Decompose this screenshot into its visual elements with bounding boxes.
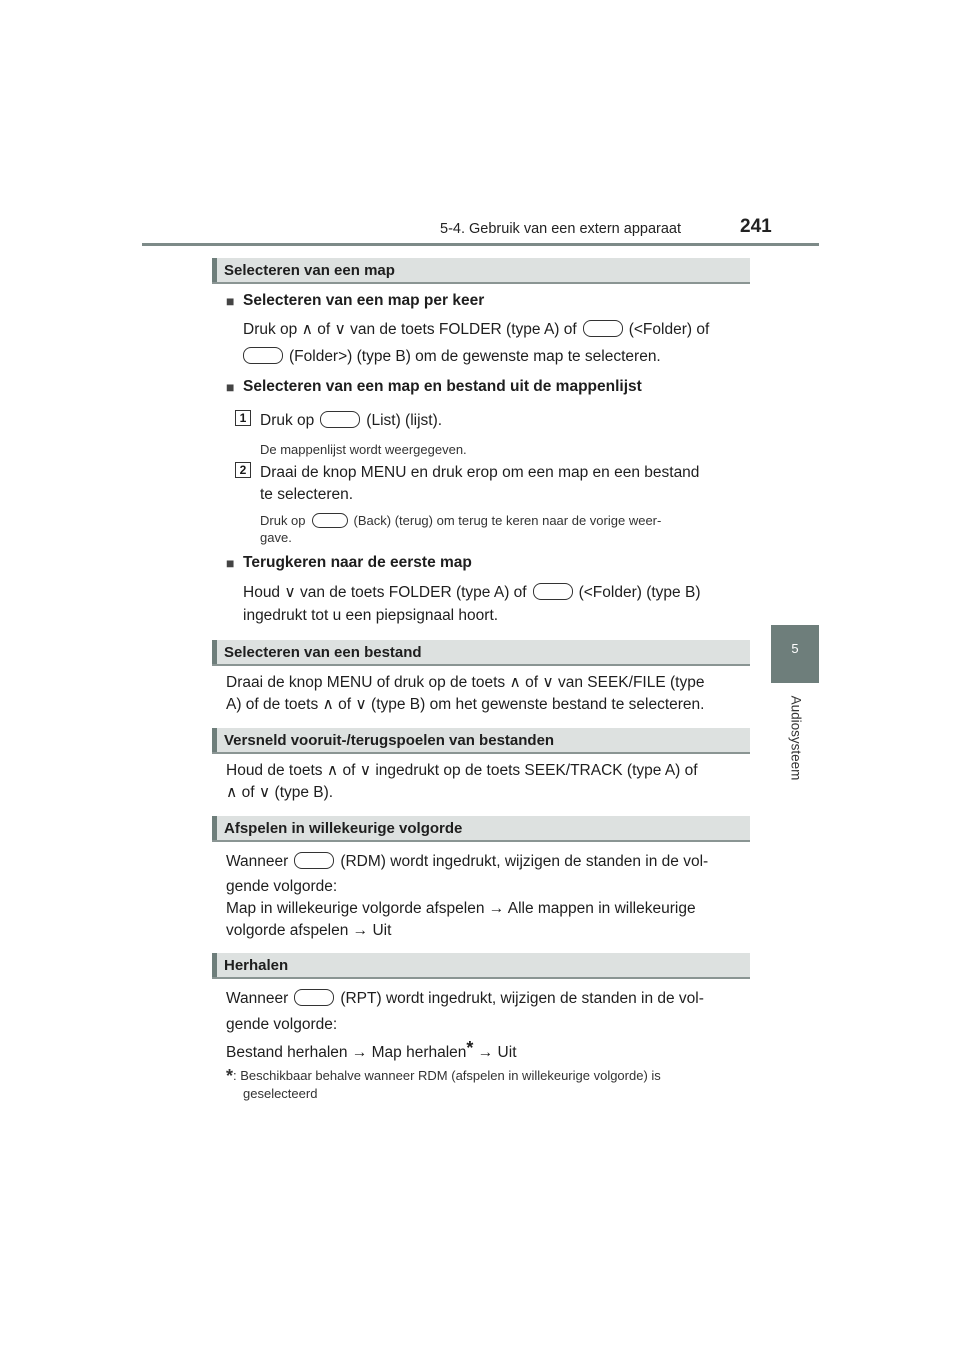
footnote: *: Beschikbaar behalve wanneer RDM (afspelen in willekeurige volgorde) is: [226, 1066, 661, 1086]
paragraph-line: Druk op ∧ of ∨ van de toets FOLDER (type A) of (<Folder) of: [243, 321, 710, 338]
page-number: 241: [740, 216, 772, 237]
square-bullet-icon: ■: [226, 293, 235, 309]
paragraph-line: Houd de toets ∧ of ∨ ingedrukt op de toets SEEK/TRACK (type A) of: [226, 762, 698, 779]
section-title: Versneld vooruit-/terugspoelen van bestanden: [224, 732, 555, 749]
paragraph-line: Houd ∨ van de toets FOLDER (type A) of (<Folder) (type B): [243, 584, 701, 601]
back-button-icon: [312, 513, 348, 528]
paragraph-line: Wanneer (RDM) wordt ingedrukt, wijzigen de standen in de vol-: [226, 853, 709, 870]
section-bar-herhalen: [212, 953, 750, 979]
section-title: Herhalen: [224, 957, 289, 974]
paragraph-line: Wanneer (RPT) wordt ingedrukt, wijzigen de standen in de vol-: [226, 990, 704, 1007]
rdm-button-icon: [294, 852, 334, 869]
step-note: Druk op (Back) (terug) om terug te keren naar de vorige weer-: [260, 513, 662, 528]
subheading: Selecteren van een map en bestand uit de mappenlijst: [243, 378, 642, 395]
list-button-icon: [320, 411, 360, 428]
paragraph-line: ingedrukt tot u een piepsignaal hoort.: [243, 607, 499, 624]
rpt-button-icon: [294, 989, 334, 1006]
paragraph-line: Draai de knop MENU of druk op de toets ∧ of ∨ van SEEK/FILE (type: [226, 674, 705, 691]
paragraph-line: (Folder>) (type B) om de gewenste map te selecteren.: [243, 346, 661, 368]
section-title: Afspelen in willekeurige volgorde: [224, 820, 463, 837]
step-number: 2: [235, 462, 251, 478]
section-bar-willekeurig: [212, 816, 750, 842]
step-text: Druk op (List) (lijst).: [260, 412, 443, 429]
header-rule: [142, 243, 819, 246]
paragraph-line: gende volgorde:: [226, 1016, 338, 1033]
square-bullet-icon: ■: [226, 555, 235, 571]
subheading: Selecteren van een map per keer: [243, 292, 485, 309]
paragraph-line: Bestand herhalen → Map herhalen* → Uit: [226, 1038, 517, 1061]
paragraph-line: A) of de toets ∧ of ∨ (type B) om het gewenste bestand te selecteren.: [226, 696, 705, 713]
step-text: te selecteren.: [260, 486, 354, 503]
asterisk-mark: *: [226, 1066, 234, 1086]
folder-button-icon: [583, 320, 623, 337]
section-title: Selecteren van een map: [224, 262, 395, 279]
section-bar-map: [212, 258, 750, 284]
folder-button-icon: [243, 347, 283, 364]
paragraph-line: volgorde afspelen → Uit: [226, 922, 392, 939]
step-note: De mappenlijst wordt weergegeven.: [260, 442, 467, 457]
square-bullet-icon: ■: [226, 379, 235, 395]
paragraph-line: ∧ of ∨ (type B).: [226, 784, 334, 801]
subheading: Terugkeren naar de eerste map: [243, 554, 472, 571]
step-note: gave.: [260, 530, 292, 545]
section-title: Selecteren van een bestand: [224, 644, 422, 661]
asterisk-mark: *: [466, 1038, 474, 1058]
chapter-label: Audiosysteem: [788, 695, 804, 781]
footnote: geselecteerd: [243, 1086, 318, 1101]
paragraph-line: Map in willekeurige volgorde afspelen → Alle mappen in willekeurige: [226, 900, 696, 917]
step-text: Draai de knop MENU en druk erop om een map en een bestand: [260, 464, 700, 481]
paragraph-line: gende volgorde:: [226, 878, 338, 895]
section-header: 5-4. Gebruik van een extern apparaat: [440, 221, 682, 237]
section-bar-bestand: [212, 640, 750, 666]
step-number: 1: [235, 410, 251, 426]
chapter-tab: 5: [771, 625, 819, 683]
section-bar-spoelen: [212, 728, 750, 754]
folder-button-icon: [533, 583, 573, 600]
